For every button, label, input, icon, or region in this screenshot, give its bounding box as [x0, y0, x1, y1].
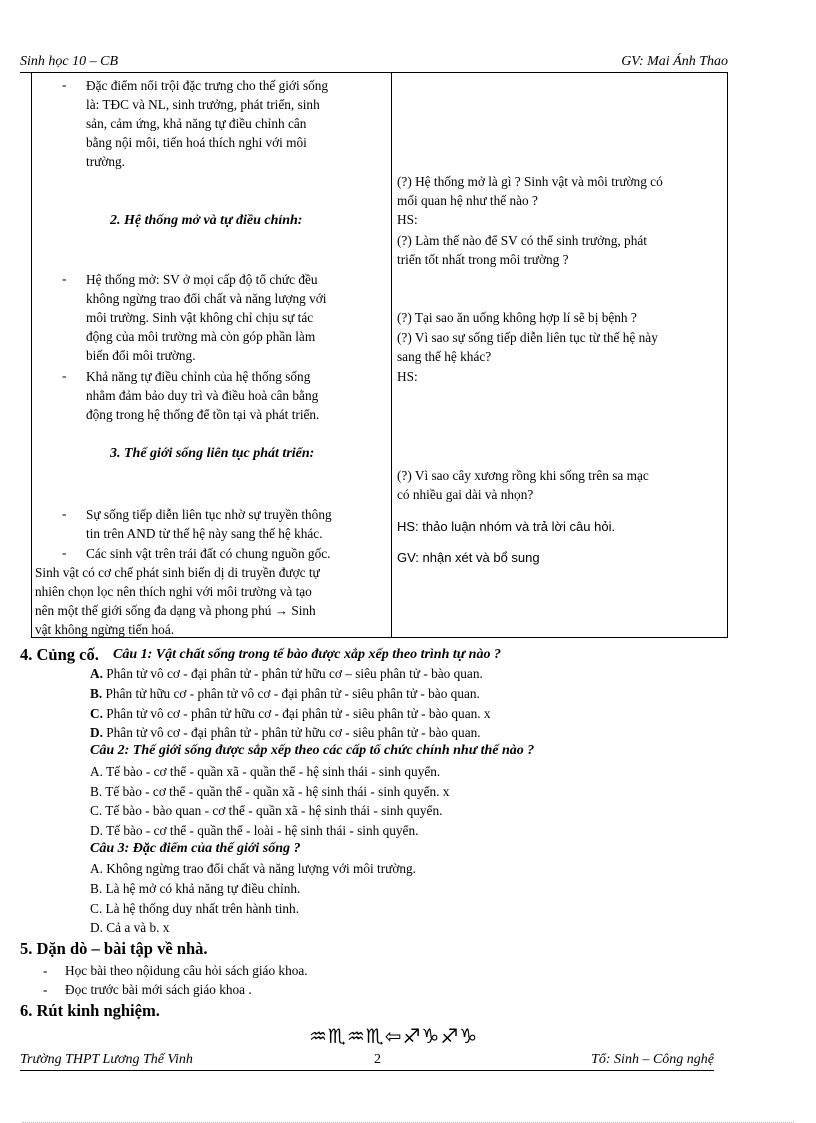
text-line: sản, cảm ứng, khả năng tự điều chỉnh cân — [86, 116, 307, 131]
question-line: sang thế hệ khác? — [397, 349, 492, 364]
text-line: Đặc điểm nổi trội đặc trưng cho thế giới sống — [86, 78, 329, 93]
text-line: nhằm đảm bảo duy trì và điều hoà cân bằng — [86, 388, 319, 403]
header-teacher: GV: Mai Ánh Thao — [621, 54, 728, 69]
question-2: Câu 2: Thế giới sống được sắp xếp theo các cấp tổ chức chính như thế nào ? — [90, 743, 535, 758]
question-1: Câu 1: Vật chất sống trong tế bào được xắp xếp theo trình tự nào ? — [113, 647, 501, 662]
section-4-title: 4. Củng cố. — [20, 645, 99, 664]
text-line: nhiên chọn lọc nên thích nghi với môi trường và tạo — [35, 584, 312, 599]
question-line: (?) Vì sao cây xương rồng khi sống trên sa mạc — [397, 468, 649, 483]
text-line: động của môi trường mà còn góp phần làm — [86, 329, 316, 344]
q1-option-d: D. Phân tử vô cơ - đại phân tử - phân tử hữu cơ - siêu phân tử - bào quan. — [90, 725, 481, 740]
text-line: không ngừng trao đổi chất và năng lượng với — [86, 291, 327, 306]
q1-option-a: A. Phân tử vô cơ - đại phân tử - phân tử hữu cơ – siêu phân tử - bào quan. — [90, 666, 483, 681]
question-line: (?) Làm thế nào để SV có thể sinh trưởng, phát — [397, 233, 647, 248]
q3-option-c: C. Là hệ thống duy nhất trên hành tinh. — [90, 901, 300, 916]
teacher-activity: GV: nhận xét và bổ sung — [397, 550, 540, 565]
header-subject: Sinh học 10 – CB — [20, 54, 118, 69]
q2-option-d: D. Tế bào - cơ thể - quần thể - loài - hệ sinh thái - sinh quyển. — [90, 823, 419, 838]
question-line: (?) Vì sao sự sống tiếp diễn liên tục từ thế hệ này — [397, 330, 658, 345]
section-5-title: 5. Dặn dò – bài tập về nhà. — [20, 939, 208, 958]
text-line: nên một thế giới sống đa dạng và phong phú → Sinh — [35, 603, 316, 618]
text-line: Các sinh vật trên trái đất có chung nguồn gốc. — [86, 546, 331, 561]
student-label: HS: — [397, 369, 418, 384]
text-line: Hệ thống mở: SV ở mọi cấp độ tổ chức đều — [86, 272, 318, 287]
lesson-table — [31, 72, 728, 638]
question-line: (?) Hệ thống mở là gì ? Sinh vật và môi trường có — [397, 174, 663, 189]
text-line: là: TĐC và NL, sinh trưởng, phát triển, sinh — [86, 97, 320, 112]
text-line: Sinh vật có cơ chế phát sinh biến dị di truyền được tự — [35, 565, 320, 580]
footer-school: Trường THPT Lương Thế Vinh — [20, 1052, 193, 1067]
decorative-symbols: ♒♏♒♏⇦♐♑♐♑ — [309, 1024, 479, 1048]
q1-option-b: B. Phân tử hữu cơ - phân tử vô cơ - đại phân tử - siêu phân tử - bào quan. — [90, 686, 480, 701]
text-line: biến đổi môi trường. — [86, 348, 196, 363]
q2-option-c: C. Tế bào - bào quan - cơ thể - quần xã - hệ sinh thái - sinh quyển. — [90, 803, 443, 818]
homework-item: Học bài theo nộidung câu hỏi sách giáo khoa. — [65, 963, 308, 978]
activity-column — [392, 73, 728, 638]
q2-option-a: A. Tế bào - cơ thể - quần xã - quần thể - hệ sinh thái - sinh quyển. — [90, 764, 441, 779]
text-line: tin trên AND từ thế hệ này sang thế hệ khác. — [86, 526, 323, 541]
page-footer — [20, 1052, 714, 1071]
text-line: trường. — [86, 154, 125, 169]
page-number: 2 — [374, 1052, 381, 1067]
footer-department: Tổ: Sinh – Công nghệ — [591, 1052, 714, 1067]
q3-option-d: D. Cả a và b. x — [90, 920, 170, 935]
q3-option-b: B. Là hệ mở có khả năng tự điều chỉnh. — [90, 881, 301, 896]
q3-option-a: A. Không ngừng trao đổi chất và năng lượng với môi trường. — [90, 861, 416, 876]
text-line: Khả năng tự điều chỉnh của hệ thống sống — [86, 369, 311, 384]
student-label: HS: — [397, 212, 418, 227]
question-line: triển tốt nhất trong môi trường ? — [397, 252, 569, 267]
text-line: Sự sống tiếp diễn liên tục nhờ sự truyền thông — [86, 507, 332, 522]
content-column: - Đặc điểm nổi trội đặc trưng cho thế giới sống là: TĐC và NL, sinh trưởng, phát triển, sinh sản, cảm ứng, khả năng tự điều chỉnh cân bằng nội môi, tiến hoá thích nghi với môi trường. 2. Hệ thống mở và tự điều chỉnh: - Hệ thống mở: SV ở mọi cấp độ tổ chức đều không ngừng trao đổi chất và năng lượng với môi trường. Sinh vật không chỉ chịu sự tác động của môi trường mà còn góp phần làm biến đổi môi trường. - Khả năng tự điều chỉnh của hệ thống sống nhằm đảm bảo duy trì và điều hoà cân bằng động trong hệ thống để tồn tại và phát triển. 3. Thế giới sống liên tục phát triển: - Sự sống tiếp diễn liên tục nhờ sự truyền thông tin trên AND từ thế hệ này sang thế hệ khác. - Các sinh vật trên trái đất có chung nguồn gốc. Sinh vật có cơ chế phát sinh biến dị di truyền được tự nhiên chọn lọc nên thích nghi với môi trường và tạo nên một thế giới sống đa dạng và phong phú → Sinh vật không ngừng tiến hoá. — [32, 73, 392, 638]
question-line: mối quan hệ như thế nào ? — [397, 193, 538, 208]
q1-option-c: C. Phân tử vô cơ - phân tử hữu cơ - đại phân tử - siêu phân tử - bào quan. x — [90, 706, 491, 721]
section-heading-2: 2. Hệ thống mở và tự điều chỉnh: — [110, 213, 303, 228]
text-line: môi trường. Sinh vật không chỉ chịu sự tác — [86, 310, 314, 325]
text-line: động trong hệ thống để tồn tại và phát triển. — [86, 407, 320, 422]
question-3: Câu 3: Đặc điểm của thế giới sống ? — [90, 841, 301, 856]
q2-option-b: B. Tế bào - cơ thể - quần thể - quần xã - hệ sinh thái - sinh quyển. x — [90, 784, 450, 799]
question-line: (?) Tại sao ăn uống không hợp lí sẽ bị bệnh ? — [397, 310, 637, 325]
student-activity: HS: thảo luận nhóm và trả lời câu hỏi. — [397, 519, 616, 534]
section-6-title: 6. Rút kinh nghiệm. — [20, 1001, 160, 1020]
text-line: bằng nội môi, tiến hoá thích nghi với môi — [86, 135, 307, 150]
text-line: vật không ngừng tiến hoá. — [35, 622, 175, 637]
homework-item: Đọc trước bài mới sách giáo khoa . — [65, 982, 252, 997]
section-heading-3: 3. Thế giới sống liên tục phát triển: — [110, 446, 315, 461]
question-line: có nhiều gai dài và nhọn? — [397, 487, 534, 502]
page-header — [20, 54, 728, 73]
